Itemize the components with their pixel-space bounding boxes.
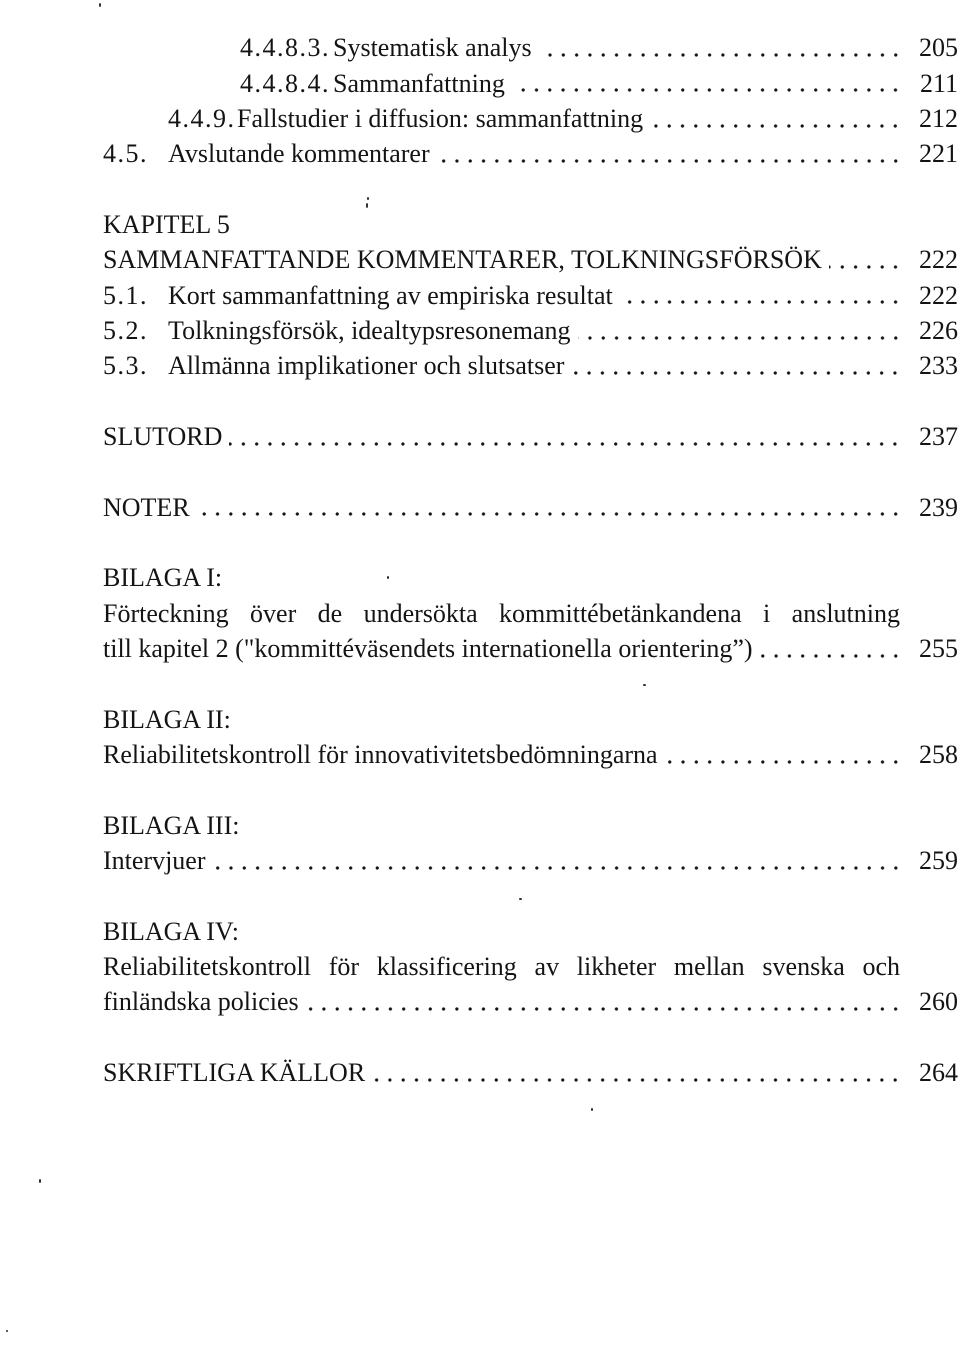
dot-leader [512,66,904,101]
toc-entry [0,348,958,383]
appendix-label: BILAGA IV: [103,916,240,946]
toc-entry [0,984,958,1019]
sources-group [0,1055,958,1090]
page-number: 237 [919,421,958,451]
scan-speck [366,203,368,208]
page-number: 258 [919,739,958,769]
scan-speck [6,1330,8,1332]
chapter-5 [0,207,958,384]
appendix-2 [0,702,958,773]
toc-entry [0,490,958,525]
dot-leader [539,30,904,65]
appendix-title-text: Reliabilitetskontroll för innovativitetsbedömningarna [103,739,658,769]
scan-speck [367,197,369,200]
scan-speck [99,3,101,7]
section-title: Kort sammanfattning av empiriska resultat [168,280,613,310]
toc-entry [0,278,958,313]
page-number: 260 [919,987,958,1017]
appendix-label: BILAGA I: [103,563,223,593]
toc-entry [0,1055,958,1090]
page-number: 259 [919,845,958,875]
toc-entry [0,419,958,454]
page-number: 239 [919,492,958,522]
section-number: 5.2. [103,315,148,345]
page-number: 264 [919,1057,958,1087]
page-number: 226 [919,315,958,345]
appendix-title-text: Reliabilitetskontroll för klassificering av likheter mellan svenska och [103,951,900,981]
appendix-title-text: finländska policies [103,987,299,1017]
toc-entry [0,313,958,348]
appendix-1 [0,560,958,666]
chapter-label: KAPITEL 5 [103,209,230,239]
appendix-title-text: till kapitel 2 ("kommittéväsendets internationella orientering”) [103,633,753,663]
noter-group [0,490,958,525]
appendix-3 [0,808,958,879]
chapter-4-tail [0,30,958,171]
section-number: 4.4.8.4. [240,68,330,98]
page-number: 222 [919,245,958,275]
section-number: 4.5. [103,139,148,169]
scan-speck [643,684,646,686]
scan-speck [387,576,389,579]
toc-entry [0,101,958,136]
toc-entry [0,631,958,666]
toc-entry [0,136,958,171]
appendix-4 [0,914,958,1020]
dot-leader [372,1055,904,1090]
section-title: NOTER [103,492,190,522]
toc-entry [0,843,958,878]
dot-leader [306,984,904,1019]
page-number: 212 [919,103,958,133]
page-number: 205 [919,33,958,63]
appendix-title-line [0,596,958,631]
scan-speck [519,898,522,900]
chapter-title: SAMMANFATTANDE KOMMENTARER, TOLKNINGSFÖRSÖK [103,245,822,275]
section-title: Sammanfattning [333,68,505,98]
toc-entry [0,737,958,772]
dot-leader [578,313,904,348]
page-number: 255 [919,633,958,663]
toc-entry [0,66,958,101]
section-number: 4.4.9. [168,103,236,133]
dot-leader [197,490,904,525]
slutord-group [0,419,958,454]
section-title: SKRIFTLIGA KÄLLOR [103,1057,366,1087]
section-number: 5.3. [103,351,148,381]
dot-leader [650,101,904,136]
page-number: 222 [919,280,958,310]
page-number: 233 [919,351,958,381]
appendix-title-text: Intervjuer [103,845,206,875]
section-number: 5.1. [103,280,148,310]
section-title: Allmänna implikationer och slutsatser [168,351,565,381]
dot-leader [620,278,904,313]
section-title: Avslutande kommentarer [168,139,430,169]
section-title: SLUTORD [103,421,223,451]
page-number: 221 [919,139,958,169]
dot-leader [665,737,904,772]
table-of-contents [0,30,958,1090]
dot-leader [213,843,904,878]
dot-leader [829,242,904,277]
section-title: Systematisk analys [333,33,532,63]
section-title: Tolkningsförsök, idealtypsresonemang [168,315,571,345]
appendix-label: BILAGA II: [103,704,231,734]
dot-leader [571,348,904,383]
toc-entry [0,242,958,277]
section-number: 4.4.8.3. [240,33,330,63]
scan-speck [39,1179,41,1183]
appendix-title-text: Förteckning över de undersökta kommittébetänkandena i anslutning [103,598,900,628]
appendix-label: BILAGA III: [103,810,240,840]
dot-leader [437,136,904,171]
page-number: 211 [919,68,958,98]
dot-leader [760,631,904,666]
appendix-title-line [0,949,958,984]
dot-leader [229,419,904,454]
scan-speck [591,1108,593,1111]
section-title: Fallstudier i diffusion: sammanfattning [237,103,644,133]
toc-entry [0,30,958,65]
